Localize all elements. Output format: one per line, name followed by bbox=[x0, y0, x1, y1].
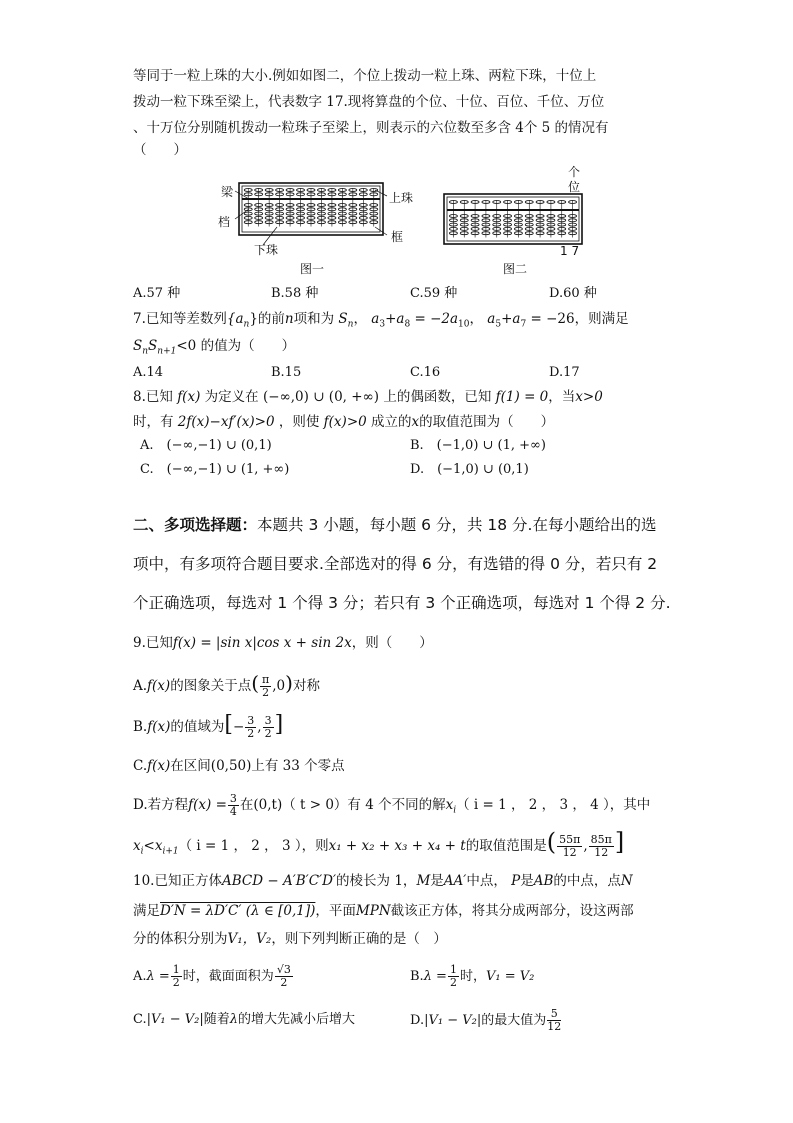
intro-line-4: （ ） bbox=[133, 142, 187, 158]
q9-option-b: B.f(x)的值域为[− $\frac{3}{2}$ , $\frac{3}{2}$ ] bbox=[133, 712, 284, 740]
section2-heading: 二、多项选择题： bbox=[133, 516, 258, 534]
intro-line-1: 等同于一粒上珠的大小.例如如图二，个位上拨动一粒上珠、两粒下珠，十位上 bbox=[133, 68, 597, 84]
label-xiazhu: 下珠 bbox=[254, 243, 279, 257]
q7-option-c: C.16 bbox=[410, 365, 441, 380]
intro-line-2: 拨动一粒下珠至梁上，代表数字 17.现将算盘的个位、十位、百位、千位、万位 bbox=[133, 94, 605, 110]
label-17: 1 7 bbox=[560, 244, 580, 258]
q8-stem-2: 时，有 2f(x)−xf′(x)>0 ，则使 f(x)>0 成立的x的取值范围为（ ） bbox=[133, 414, 555, 430]
label-shangzhu: 上珠 bbox=[389, 191, 414, 205]
q10-option-b: B.λ = $\frac{1}{2}$ 时，V₁ = V₂ bbox=[410, 963, 535, 989]
section2-line-1: 二、多项选择题：本题共 3 小题，每小题 6 分，共 18 分.在每小题给出的选 bbox=[133, 516, 657, 534]
q10-option-a: A.λ = $\frac{1}{2}$ 时，截面面积为 $\frac{√3}{2}$ bbox=[133, 963, 291, 989]
caption-fig1: 图一 bbox=[300, 262, 325, 276]
q7-stem-2: $S_nS_{n+1}<0$ 的值为（ ） bbox=[133, 338, 296, 357]
q6-option-d: D.60 种 bbox=[549, 286, 597, 301]
section2-line-2: 项中，有多项符合题目要求.全部选对的得 6 分，有选错的得 0 分，若只有 2 bbox=[133, 555, 658, 573]
q7-option-d: D.17 bbox=[549, 365, 580, 380]
q10-stem: 10.已知正方体ABCD − A′B′C′D′的棱长为 1，M是AA′中点， P是AB的中点，点N bbox=[133, 873, 633, 889]
intro-line-3: 、十万位分别随机拨动一粒珠子至梁上，则表示的六位数至多含 4个 5 的情况有 bbox=[133, 120, 609, 136]
q10-stem-3: 分的体积分别为V₁，V₂，则下列判断正确的是（ ） bbox=[133, 931, 447, 947]
q10-option-d: D.|V₁ − V₂|的最大值为 $\frac{5}{12}$ bbox=[410, 1007, 562, 1033]
q8-option-d: D. (−1,0) ∪ (0,1) bbox=[410, 462, 529, 477]
q8-option-a: A. (−∞,−1) ∪ (0,1) bbox=[140, 438, 272, 453]
q9-option-d-2: $x_i<x_{i+1}$（ i = 1 ， 2 ， 3 ），则x₁ + x₂ + x₃ + x₄ + t的取值范围是( $\frac{55\pi}{12}$ , $\frac{85\pi}{12}$ ] bbox=[133, 828, 625, 859]
section2-line-3: 个正确选项，每选对 1 个得 3 分；若只有 3 个正确选项，每选对 1 个得 2 分. bbox=[133, 594, 671, 612]
label-kuang: 框 bbox=[391, 230, 404, 244]
q8-option-b: B. (−1,0) ∪ (1, +∞) bbox=[410, 438, 546, 453]
q10-option-c: C.|V₁ − V₂|随着λ的增大先减小后增大 bbox=[133, 1012, 356, 1027]
abacus-figure-2 bbox=[440, 190, 590, 250]
q7-option-b: B.15 bbox=[271, 365, 302, 380]
q9-stem: 9.已知f(x) = |sin x|cos x + sin 2x，则（ ） bbox=[133, 635, 433, 651]
q10-stem-2: 满足D′N = λD′C′ (λ ∈ [0,1])，平面MPN截该正方体，将其分成两部分，设这两部 bbox=[133, 903, 634, 919]
q6-option-a: A.57 种 bbox=[133, 286, 181, 301]
q7-option-a: A.14 bbox=[133, 365, 164, 380]
q9-option-d: D.若方程f(x) = $\frac{3}{4}$ 在(0,t)（ t > 0）有 4 个不同的解$x_i$（ i = 1 ， 2 ， 3 ， 4 ），其中 bbox=[133, 792, 651, 818]
label-dang: 档 bbox=[218, 215, 231, 229]
q9-option-a: A.f(x)的图象关于点( $\frac{\pi}{2}$ ,0)对称 bbox=[133, 671, 320, 699]
q6-option-c: C.59 种 bbox=[410, 286, 458, 301]
q7-stem: 7.已知等差数列$\{a_n\}$的前n项和为 $S_n$， $a_3+a_8 = -2a_{10}$， $a_5+a_7 = -26$，则满足 bbox=[133, 311, 629, 330]
abacus-figure-1 bbox=[215, 175, 415, 265]
caption-fig2: 图二 bbox=[503, 262, 528, 276]
q8-option-c: C. (−∞,−1) ∪ (1, +∞) bbox=[140, 462, 290, 477]
q8-stem: 8.已知 f(x) 为定义在 (−∞,0) ∪ (0, +∞) 上的偶函数，已知 f(1) = 0，当x>0 bbox=[133, 389, 603, 405]
q9-option-c: C.f(x)在区间(0,50)上有 33 个零点 bbox=[133, 758, 345, 774]
q6-option-b: B.58 种 bbox=[271, 286, 319, 301]
label-liang: 梁 bbox=[221, 185, 234, 199]
label-wei: 位 bbox=[568, 180, 581, 194]
label-ge: 个 bbox=[568, 165, 581, 179]
